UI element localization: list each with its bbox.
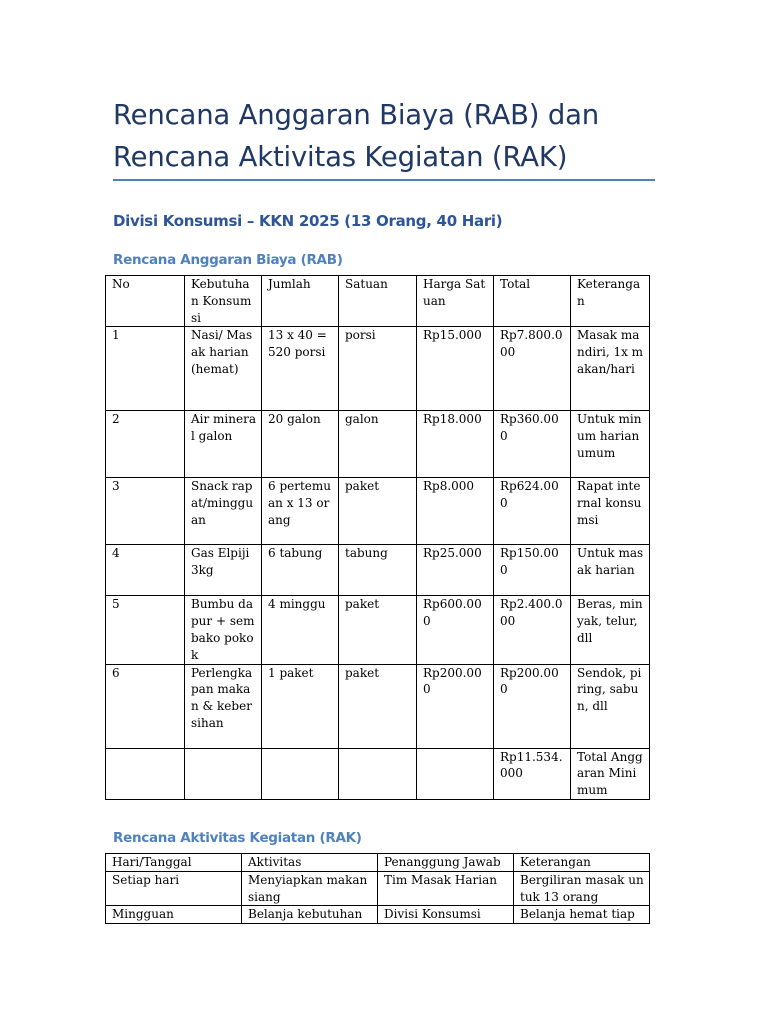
rab-table: [105, 275, 650, 800]
rab-header-cell: No: [106, 276, 185, 327]
table-cell: 6 tabung: [262, 545, 339, 596]
table-cell: Bergiliran masak untuk 13 orang: [514, 872, 650, 906]
table-cell: Menyiapkan makan siang: [242, 872, 378, 906]
table-cell: 20 galon: [262, 411, 339, 478]
rab-header-cell: Kebutuhan Konsumsi: [185, 276, 262, 327]
rab-total-row: [106, 748, 650, 799]
table-cell: Nasi/ Masak harian (hemat): [185, 327, 262, 411]
table-cell: Belanja hemat tiap: [514, 906, 650, 924]
rab-heading: Rencana Anggaran Biaya (RAB): [113, 252, 343, 268]
table-cell: [106, 748, 185, 799]
rak-header-cell: Penanggung Jawab: [378, 854, 514, 872]
table-cell: Belanja kebutuhan: [242, 906, 378, 924]
table-cell: Rp200.000: [494, 664, 571, 748]
title-underline: [113, 179, 655, 181]
table-cell: galon: [339, 411, 417, 478]
total-label-cell: Total Anggaran Minimum: [571, 748, 650, 799]
table-cell: [262, 748, 339, 799]
table-cell: Mingguan: [106, 906, 242, 924]
table-cell: paket: [339, 596, 417, 664]
table-row: [106, 872, 650, 906]
table-cell: paket: [339, 664, 417, 748]
table-cell: 13 x 40 = 520 porsi: [262, 327, 339, 411]
table-cell: 5: [106, 596, 185, 664]
table-cell: Snack rapat/mingguan: [185, 478, 262, 545]
table-cell: 3: [106, 478, 185, 545]
total-value-cell: Rp11.534.000: [494, 748, 571, 799]
rak-heading: Rencana Aktivitas Kegiatan (RAK): [113, 830, 362, 846]
table-cell: Masak mandiri, 1x makan/hari: [571, 327, 650, 411]
rak-table: [105, 853, 650, 924]
rak-header-cell: Aktivitas: [242, 854, 378, 872]
table-cell: Rp2.400.000: [494, 596, 571, 664]
table-cell: Rp600.000: [417, 596, 494, 664]
table-cell: Air mineral galon: [185, 411, 262, 478]
table-cell: Beras, minyak, telur, dll: [571, 596, 650, 664]
table-cell: 6: [106, 664, 185, 748]
title-line-2: Rencana Aktivitas Kegiatan (RAK): [113, 141, 568, 173]
table-cell: Rp7.800.000: [494, 327, 571, 411]
table-cell: 2: [106, 411, 185, 478]
table-cell: Rapat internal konsumsi: [571, 478, 650, 545]
table-row: [106, 906, 650, 924]
table-cell: Divisi Konsumsi: [378, 906, 514, 924]
title-line-1: Rencana Anggaran Biaya (RAB) dan: [113, 99, 599, 131]
table-cell: Rp15.000: [417, 327, 494, 411]
table-row: [106, 596, 650, 664]
table-cell: 1 paket: [262, 664, 339, 748]
table-cell: [185, 748, 262, 799]
rab-header-cell: Keterangan: [571, 276, 650, 327]
table-cell: Rp150.000: [494, 545, 571, 596]
table-cell: Perlengkapan makan & kebersihan: [185, 664, 262, 748]
rab-header-cell: Total: [494, 276, 571, 327]
table-cell: 1: [106, 327, 185, 411]
table-cell: Rp8.000: [417, 478, 494, 545]
table-cell: 4: [106, 545, 185, 596]
rab-header-row: [106, 276, 650, 327]
table-cell: Rp18.000: [417, 411, 494, 478]
table-cell: 6 pertemuan x 13 orang: [262, 478, 339, 545]
table-cell: Untuk minum harian umum: [571, 411, 650, 478]
table-row: [106, 664, 650, 748]
table-row: [106, 411, 650, 478]
rab-header-cell: Satuan: [339, 276, 417, 327]
table-cell: Tim Masak Harian: [378, 872, 514, 906]
table-cell: [339, 748, 417, 799]
table-cell: Rp624.000: [494, 478, 571, 545]
table-cell: porsi: [339, 327, 417, 411]
division-subtitle: Divisi Konsumsi – KKN 2025 (13 Orang, 40 Hari): [113, 212, 503, 230]
table-cell: tabung: [339, 545, 417, 596]
rak-header-cell: Keterangan: [514, 854, 650, 872]
table-cell: Rp200.000: [417, 664, 494, 748]
table-cell: Gas Elpiji 3kg: [185, 545, 262, 596]
table-cell: Bumbu dapur + sembako pokok: [185, 596, 262, 664]
table-cell: Rp360.000: [494, 411, 571, 478]
table-row: [106, 545, 650, 596]
rab-header-cell: Jumlah: [262, 276, 339, 327]
table-row: [106, 478, 650, 545]
rak-header-cell: Hari/Tanggal: [106, 854, 242, 872]
table-cell: Untuk masak harian: [571, 545, 650, 596]
table-row: [106, 327, 650, 411]
rab-header-cell: Harga Satuan: [417, 276, 494, 327]
rak-header-row: [106, 854, 650, 872]
table-cell: Sendok, piring, sabun, dll: [571, 664, 650, 748]
table-cell: Setiap hari: [106, 872, 242, 906]
document-title: [113, 94, 673, 178]
table-cell: 4 minggu: [262, 596, 339, 664]
table-cell: Rp25.000: [417, 545, 494, 596]
table-cell: paket: [339, 478, 417, 545]
table-cell: [417, 748, 494, 799]
